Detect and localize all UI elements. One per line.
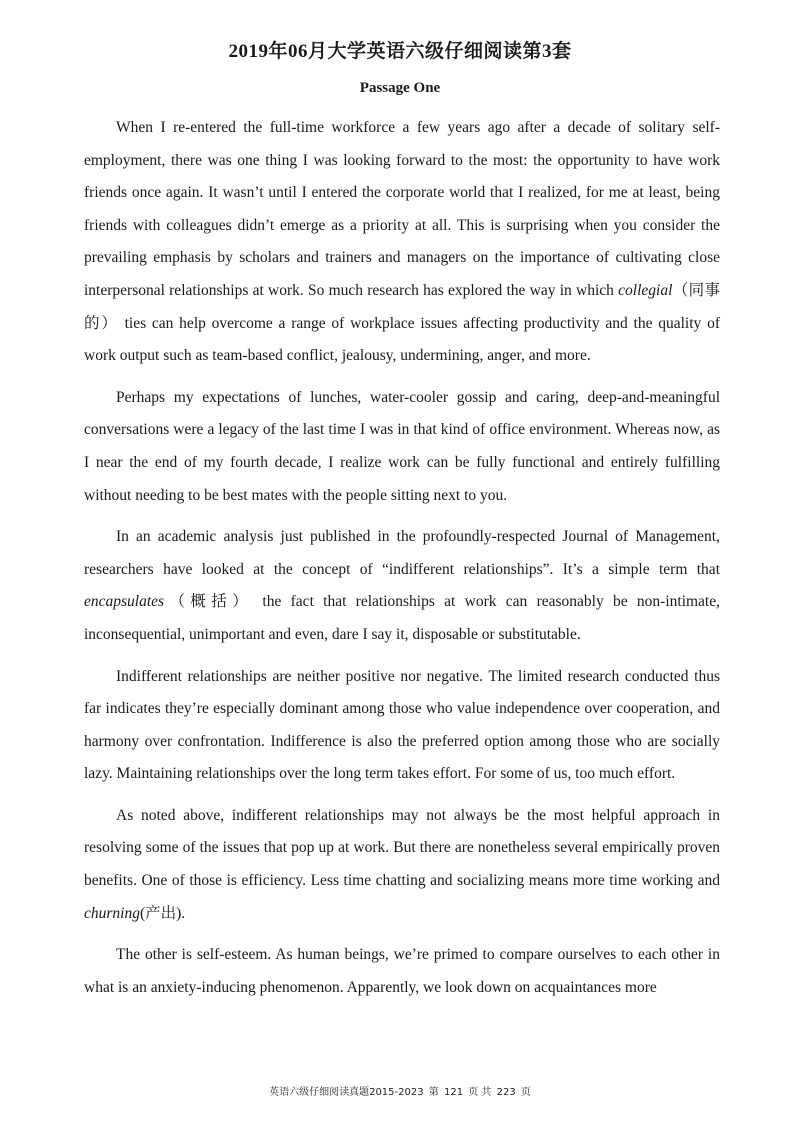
page-total: 223	[496, 1087, 516, 1098]
paragraph-6: The other is self-esteem. As human beings, we’re primed to compare ourselves to each other in what is an anxiety-inducing phenomenon. Apparently, we look down on acquaintances more	[84, 946, 720, 996]
passage-heading: Passage One	[359, 80, 441, 96]
paragraph-5: As noted above, indifferent relationships may not always be the most helpful approach in resolving some of the issues that pop up at work. But there are nonetheless several empirically proven benefits. One of those is efficiency. Less time chatting and socializing means more time working and churning(产出).	[84, 806, 720, 922]
document-title: 2019年06月大学英语六级仔细阅读第3套	[228, 41, 572, 62]
chinese-gloss: （同事的）	[84, 281, 720, 332]
glossed-term: churning	[84, 904, 140, 922]
paragraph-1: When I re-entered the full-time workforce a few years ago after a decade of solitary self-employment, there was one thing I was looking forward to the most: the opportunity to have work friends once again. It wasn’t until I entered the corporate world that I realized, for me at least, being friends with colleagues didn’t emerge as a priority at all. This is surprising when you consider the prevailing emphasis by scholars and trainers and managers on the importance of cultivating close interpersonal relationships at work. So much research has explored the way in which collegial（同事的） ties can help overcome a range of workplace issues affecting productivity and the quality of work output such as team-based conflict, jealousy, undermining, anger, and more.	[84, 119, 720, 365]
passage-body	[84, 112, 720, 1013]
paragraph-2: Perhaps my expectations of lunches, water-cooler gossip and caring, deep-and-meaningful conversations were a legacy of the last time I was in that kind of office environment. Whereas now, as I near the end of my fourth decade, I realize work can be fully functional and entirely fulfilling without needing to be best mates with the people sitting next to you.	[84, 388, 720, 504]
footer-source: 英语六级仔细阅读真题2015-2023	[269, 1087, 424, 1098]
chinese-gloss: (产出)	[139, 904, 182, 922]
glossed-term: encapsulates	[84, 593, 165, 611]
paragraph-4: Indifferent relationships are neither positive nor negative. The limited research conducted thus far indicates they’re especially dominant among those who value independence over cooperation, and harmony over confrontation. Indifference is also the preferred option among those who are socially lazy. Maintaining relationships over the long term takes effort. For some of us, too much effort.	[84, 667, 720, 783]
page-footer: 英语六级仔细阅读真题2015-2023 第 121 页 共 223 页	[269, 1087, 531, 1098]
glossed-term: collegial	[618, 281, 673, 299]
paragraph-3: In an academic analysis just published in the profoundly-respected Journal of Management, researchers have looked at the concept of “indifferent relationships”. It’s a simple term that encapsulates（概括） the fact that relationships at work can reasonably be non-intimate, inconsequential, unimportant and even, dare I say it, disposable or substitutable.	[84, 528, 720, 643]
chinese-gloss: （概括）	[164, 593, 254, 611]
page-number: 121	[443, 1087, 464, 1098]
